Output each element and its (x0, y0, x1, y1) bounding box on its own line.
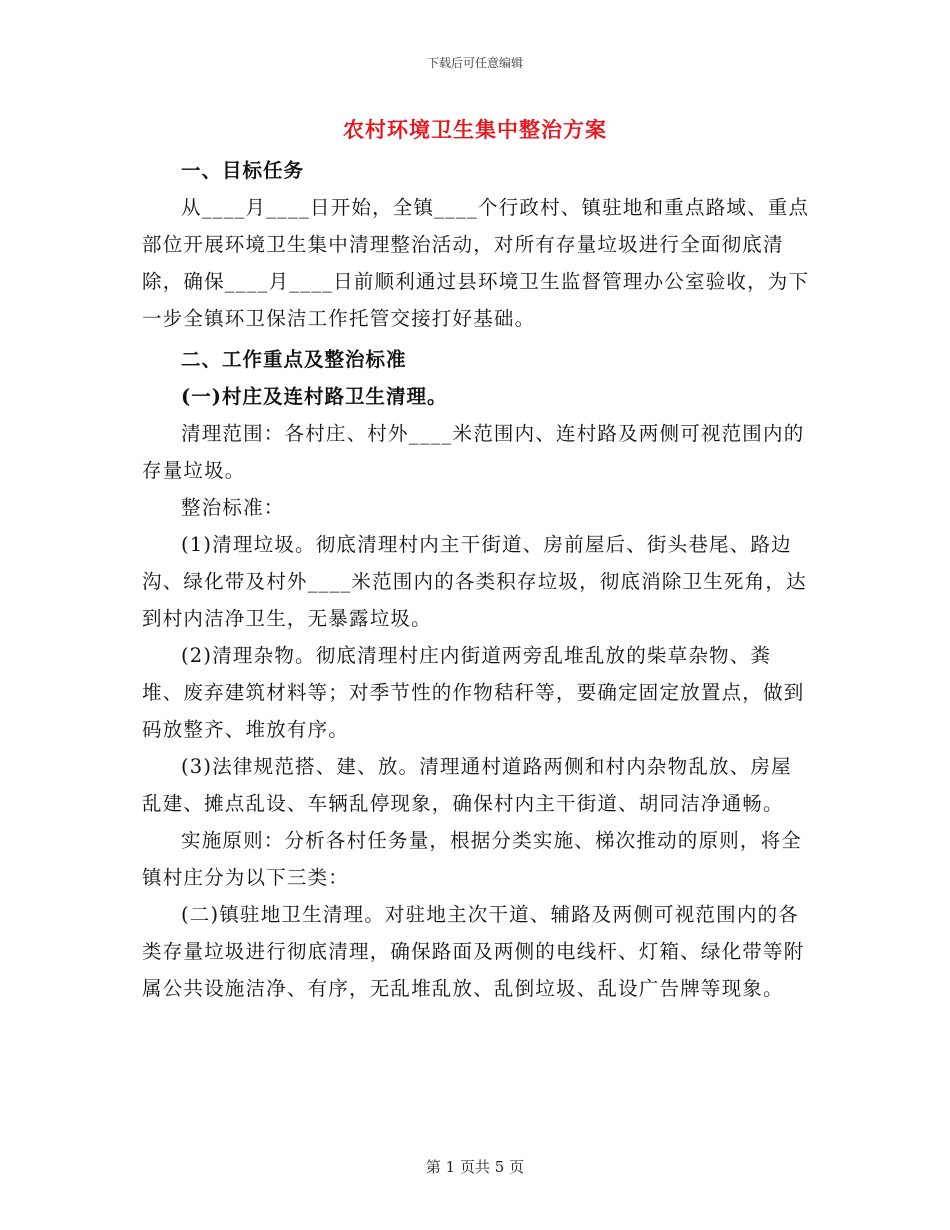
paragraph-item-3: (3)法律规范搭、建、放。清理通村道路两侧和村内杂物乱放、房屋乱建、摊点乱设、车辆乱停现象，确保村内主干街道、胡同洁净通畅。 (142, 755, 792, 815)
section-heading-work-focus: 二、工作重点及整治标准 (181, 348, 407, 371)
paragraph-principle: 实施原则：分析各村任务量，根据分类实施、梯次推动的原则，将全镇村庄分为以下三类： (142, 829, 803, 889)
header-note: 下载后可任意编辑 (426, 56, 523, 70)
document-body (142, 152, 810, 1007)
document-title: 农村环境卫生集中整治方案 (343, 117, 607, 142)
paragraph-item-2: (2)清理杂物。彻底清理村庄内街道两旁乱堆乱放的柴草杂物、粪堆、废弃建筑材料等；对季节性的作物秸秆等，要确定固定放置点，做到码放整齐、堆放有序。 (142, 644, 805, 741)
section-heading-goals: 一、目标任务 (181, 159, 305, 182)
paragraph-goals: 从____月____日开始，全镇____个行政村、镇驻地和重点路域、重点部位开展环境卫生集中清理整治活动，对所有存量垃圾进行全面彻底清除，确保____月____日前顺利通过县环境卫生监督管理办公室验收，为下一步全镇环卫保洁工作托管交接打好基础。 (142, 196, 810, 330)
paragraph-town-cleanup: (二)镇驻地卫生清理。对驻地主次干道、辅路及两侧可视范围内的各类存量垃圾进行彻底清理，确保路面及两侧的电线杆、灯箱、绿化带等附属公共设施洁净、有序，无乱堆乱放、乱倒垃圾、乱设广告牌等现象。 (142, 903, 805, 1000)
subsection-heading-village: (一)村庄及连村路卫生清理。 (181, 385, 448, 408)
paragraph-item-1: (1)清理垃圾。彻底清理村内主干街道、房前屋后、街头巷尾、路边沟、绿化带及村外____米范围内的各类积存垃圾，彻底消除卫生死角，达到村内洁净卫生，无暴露垃圾。 (142, 533, 807, 630)
paragraph-standard-label: 整治标准： (181, 496, 285, 519)
page-footer: 第 1 页共 5 页 (425, 1158, 525, 1176)
paragraph-scope: 清理范围：各村庄、村外____米范围内、连村路及两侧可视范围内的存量垃圾。 (142, 422, 805, 482)
